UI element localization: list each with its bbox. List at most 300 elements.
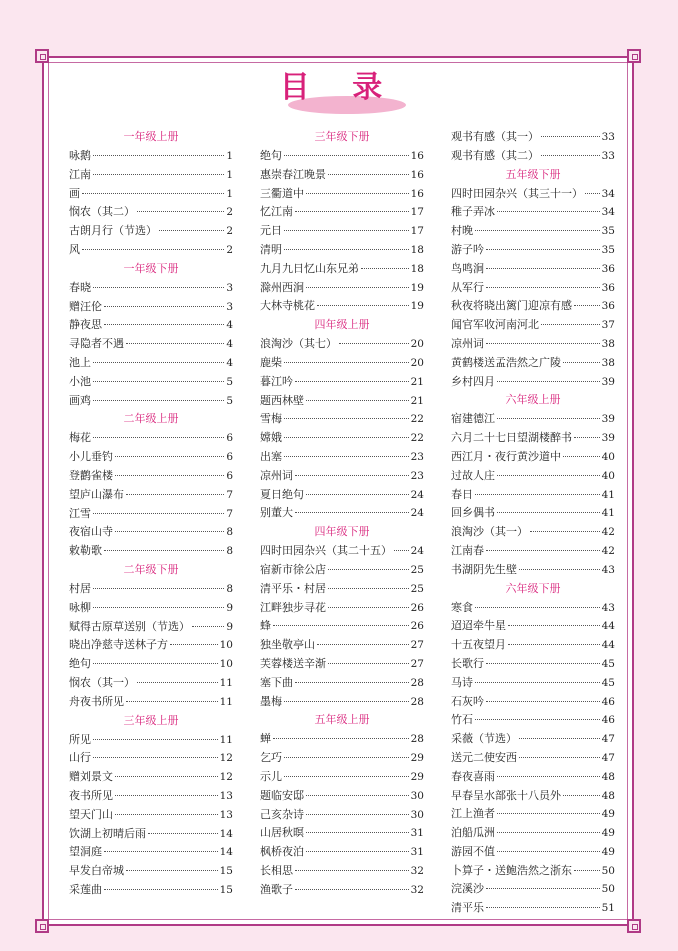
toc-entry-title: 清平乐 [451,901,484,915]
dot-leader [328,607,409,608]
toc-entry-title: 渔歌子 [260,882,293,896]
dot-leader [541,324,600,325]
toc-entry-title: 乞巧 [260,751,282,765]
toc-entry-title: 迢迢牵牛星 [451,619,506,633]
toc-entry-title: 浣溪沙 [451,882,484,896]
toc-entry[interactable] [260,222,424,241]
toc-entry[interactable] [451,655,615,674]
dot-leader [317,644,409,645]
section-heading: 六年级上册 [505,393,561,407]
dot-leader [475,494,600,495]
toc-entry-title: 江雪 [69,506,91,520]
toc-entry-page: 41 [601,507,615,520]
toc-entry[interactable] [69,618,233,637]
dot-leader [126,870,218,871]
dot-leader [486,701,600,702]
toc-entry-title: 从军行 [451,280,484,294]
dot-leader [475,682,600,683]
toc-entry[interactable] [69,636,233,655]
toc-entry[interactable] [451,730,615,749]
dot-leader [192,626,224,627]
toc-entry[interactable] [69,185,233,204]
toc-entry-page: 4 [226,319,233,332]
toc-entry-title: 凉州词 [451,336,484,350]
toc-entry[interactable] [451,335,615,354]
toc-entry-title: 敕勒歌 [69,544,102,558]
dot-leader [530,531,600,532]
toc-entry[interactable] [451,260,615,279]
toc-column-1 [69,128,233,900]
toc-entry-title: 望天门山 [69,807,113,821]
toc-entry[interactable] [260,354,424,373]
dot-leader [126,494,224,495]
toc-entry-page: 5 [226,394,233,407]
toc-entry-page: 32 [410,864,424,877]
toc-entry[interactable] [69,505,233,524]
toc-entry-page: 36 [601,281,615,294]
dot-leader [104,306,224,307]
toc-entry-title: 所见 [69,732,91,746]
toc-entry[interactable] [260,561,424,580]
toc-entry[interactable] [451,185,615,204]
toc-entry[interactable] [260,335,424,354]
toc-entry-title: 绝句 [260,149,282,162]
toc-entry[interactable] [260,410,424,429]
toc-entry-page: 19 [410,281,424,294]
toc-entry[interactable] [260,260,424,279]
dot-leader [104,550,224,551]
dot-leader [295,889,409,890]
dot-leader [148,833,218,834]
dot-leader [486,268,600,269]
toc-entry-title: 书湖阴先生壁 [451,562,517,576]
toc-entry[interactable] [260,429,424,448]
dot-leader [519,757,600,758]
toc-entry[interactable] [451,504,615,523]
toc-entry-title: 江南春 [451,543,484,557]
toc-entry[interactable] [260,730,424,749]
toc-entry[interactable] [260,862,424,881]
toc-entry[interactable] [451,241,615,260]
toc-entry-title: 元日 [260,224,282,238]
toc-entry[interactable] [451,486,615,505]
toc-entry-page: 49 [601,827,615,840]
toc-entry-title: 鹿柴 [260,355,282,369]
toc-entry-title: 暮江吟 [260,374,293,388]
toc-entry-page: 8 [226,526,233,539]
toc-entry-title: 望洞庭 [69,845,102,859]
toc-entry[interactable] [451,805,615,824]
toc-entry[interactable] [260,806,424,825]
toc-entry-title: 风 [69,242,80,256]
toc-entry-page: 14 [219,846,233,859]
toc-entry[interactable] [69,749,233,768]
dot-leader [574,305,600,306]
dot-leader [284,362,409,363]
toc-entry-title: 题西林壁 [260,393,304,407]
toc-entry-title: 登鹳雀楼 [69,468,113,482]
dot-leader [306,193,409,194]
dot-leader [93,607,224,608]
toc-entry-page: 43 [601,601,615,614]
toc-entry[interactable] [260,203,424,222]
toc-entry[interactable] [69,354,233,373]
toc-entry-page: 11 [219,695,233,708]
dot-leader [93,362,224,363]
toc-entry[interactable] [69,655,233,674]
toc-entry-page: 24 [410,545,424,558]
toc-entry[interactable] [260,824,424,843]
toc-entry[interactable] [260,674,424,693]
toc-entry[interactable] [451,617,615,636]
toc-entry[interactable] [451,749,615,768]
toc-entry-title: 赠汪伦 [69,299,102,313]
toc-entry-page: 22 [410,413,424,426]
toc-entry[interactable] [451,693,615,712]
toc-entry-title: 西江月・夜行黄沙道中 [451,449,561,463]
toc-entry-page: 44 [601,620,615,633]
toc-entry[interactable] [69,693,233,712]
toc-entry-page: 24 [410,488,424,501]
toc-entry[interactable] [260,749,424,768]
toc-entry[interactable] [260,881,424,900]
toc-entry[interactable] [69,316,233,335]
dot-leader [497,512,600,513]
section-heading: 三年级下册 [314,130,370,143]
toc-entry-page: 36 [601,300,615,313]
toc-entry-page: 17 [410,225,424,238]
toc-entry[interactable] [260,504,424,523]
toc-entry-page: 4 [226,356,233,369]
toc-entry-page: 49 [601,808,615,821]
toc-entry[interactable] [451,768,615,787]
toc-entry-page: 35 [601,243,615,256]
toc-entry[interactable] [451,899,615,918]
dot-leader [137,211,224,212]
toc-entry[interactable] [69,580,233,599]
toc-entry[interactable] [260,392,424,411]
dot-leader [497,475,600,476]
toc-entry[interactable] [260,486,424,505]
dot-leader [115,531,224,532]
toc-entry-page: 13 [219,789,233,802]
toc-entry[interactable] [260,580,424,599]
toc-entry-page: 3 [226,281,233,294]
dot-leader [328,569,409,570]
toc-entry-title: 寻隐者不遇 [69,337,124,351]
toc-entry-page: 9 [226,620,233,633]
toc-entry[interactable] [260,787,424,806]
section-heading: 五年级下册 [505,167,561,181]
toc-entry-title: 春晓 [69,280,91,294]
toc-entry[interactable] [451,297,615,316]
toc-entry[interactable] [69,448,233,467]
toc-entry[interactable] [451,880,615,899]
dot-leader [486,907,600,908]
toc-entry[interactable] [451,787,615,806]
toc-entry[interactable] [69,392,233,411]
toc-entry[interactable] [451,824,615,843]
toc-entry[interactable] [451,636,615,655]
toc-entry[interactable] [69,373,233,392]
toc-entry-page: 4 [226,338,233,351]
section-heading: 二年级上册 [123,412,179,426]
dot-leader [115,776,218,777]
dot-leader [284,776,409,777]
toc-entry-page: 12 [219,752,233,765]
toc-entry[interactable] [69,486,233,505]
toc-entry-page: 39 [601,432,615,445]
toc-entry[interactable] [451,542,615,561]
toc-entry[interactable] [451,410,615,429]
toc-entry[interactable] [69,542,233,561]
toc-entry[interactable] [451,373,615,392]
toc-entry-title: 画 [69,186,80,200]
dot-leader [126,701,218,702]
toc-entry-page: 23 [410,469,424,482]
toc-entry-page: 47 [601,733,615,746]
toc-entry-title: 夜宿山寺 [69,525,113,539]
toc-entry[interactable] [69,806,233,825]
dot-leader [284,437,409,438]
toc-entry-page: 38 [601,337,615,350]
toc-entry[interactable] [451,203,615,222]
toc-entry[interactable] [69,298,233,317]
toc-entry-page: 45 [601,676,615,689]
toc-entry-title: 望庐山瀑布 [69,487,124,501]
dot-leader [284,230,409,231]
toc-entry-title: 墨梅 [260,694,282,708]
toc-entry[interactable] [451,674,615,693]
corner-ornament-top-left [35,49,49,63]
toc-entry[interactable] [451,843,615,862]
toc-entry[interactable] [451,429,615,448]
dot-leader [317,305,409,306]
dot-leader [497,813,600,814]
toc-entry-page: 10 [219,658,233,671]
dot-leader [93,155,224,156]
dot-leader [585,193,600,194]
toc-entry-page: 3 [226,300,233,313]
toc-entry[interactable] [451,354,615,373]
toc-entry[interactable] [260,599,424,618]
toc-entry[interactable] [69,599,233,618]
toc-entry[interactable] [69,674,233,693]
dot-leader [519,738,600,739]
toc-entry-page: 50 [601,883,615,896]
toc-entry-page: 1 [226,168,233,181]
toc-entry-page: 15 [219,883,233,896]
toc-entry-title: 清平乐・村居 [260,581,326,595]
toc-entry-title: 晓出净慈寺送林子方 [69,638,168,652]
toc-entry-page: 6 [226,451,233,464]
dot-leader [295,475,409,476]
toc-entry-title: 浪淘沙（其七） [260,337,337,351]
toc-entry[interactable] [69,768,233,787]
toc-entry[interactable] [260,768,424,787]
section-heading: 一年级下册 [123,261,179,275]
dot-leader [361,268,409,269]
toc-entry-page: 20 [410,356,424,369]
toc-entry-page: 28 [410,676,424,689]
dot-leader [497,211,600,212]
toc-entry-page: 42 [601,544,615,557]
toc-entry[interactable] [260,693,424,712]
dot-leader [115,814,218,815]
toc-entry[interactable] [69,279,233,298]
dot-leader [328,588,409,589]
toc-entry[interactable] [451,561,615,580]
dot-leader [541,136,600,137]
toc-entry[interactable] [451,862,615,881]
dot-leader [508,644,600,645]
toc-entry-title: 舟夜书所见 [69,694,124,708]
toc-entry-title: 秋夜将晓出篱门迎凉有感 [451,299,572,313]
toc-entry-page: 10 [219,639,233,652]
toc-entry-page: 23 [410,450,424,463]
toc-entry[interactable] [69,429,233,448]
toc-entry[interactable] [69,862,233,881]
toc-entry[interactable] [69,335,233,354]
toc-entry-title: 春日 [451,487,473,501]
section-heading: 二年级下册 [123,562,179,576]
toc-entry[interactable] [69,731,233,750]
dot-leader [159,230,224,231]
toc-entry[interactable] [69,241,233,260]
toc-entry[interactable] [69,881,233,900]
toc-entry[interactable] [260,166,424,185]
toc-entry[interactable] [69,222,233,241]
toc-entry-title: 长歌行 [451,656,484,670]
toc-entry-title: 咏柳 [69,600,91,614]
toc-entry[interactable] [260,297,424,316]
toc-entry-page: 34 [601,187,615,200]
toc-entry-title: 饮湖上初晴后雨 [69,826,146,840]
toc-entry-title: 小池 [69,374,91,388]
dot-leader [306,400,409,401]
dot-leader [295,682,409,683]
section-heading: 五年级上册 [314,713,370,727]
dot-leader [137,682,218,683]
toc-entry-page: 29 [410,770,424,783]
corner-ornament-bottom-right [627,919,641,933]
toc-entry-title: 山行 [69,751,91,765]
toc-entry[interactable] [69,843,233,862]
toc-entry[interactable] [260,241,424,260]
toc-entry-page: 51 [601,902,615,915]
toc-entry-title: 示儿 [260,769,282,783]
toc-entry[interactable] [451,448,615,467]
corner-ornament-top-right [627,49,641,63]
toc-entry[interactable] [451,711,615,730]
toc-entry-title: 浪淘沙（其一） [451,525,528,539]
toc-entry[interactable] [260,467,424,486]
toc-entry[interactable] [260,636,424,655]
toc-entry-page: 47 [601,751,615,764]
dot-leader [541,155,600,156]
toc-entry[interactable] [451,222,615,241]
toc-entry[interactable] [260,185,424,204]
toc-entry-title: 乡村四月 [451,374,495,388]
toc-entry-title: 画鸡 [69,393,91,407]
toc-entry[interactable] [69,825,233,844]
toc-entry-page: 11 [219,676,233,689]
toc-entry-title: 宿建德江 [451,412,495,426]
toc-entry-title: 别董大 [260,506,293,520]
toc-entry-page: 39 [601,413,615,426]
toc-entry[interactable] [451,523,615,542]
toc-entry[interactable] [260,147,424,166]
toc-entry[interactable] [69,523,233,542]
toc-entry-page: 30 [410,789,424,802]
dot-leader [519,569,600,570]
dot-leader [82,193,224,194]
dot-leader [497,381,600,382]
toc-entry[interactable] [451,467,615,486]
section-heading: 四年级上册 [314,318,370,332]
toc-entry[interactable] [69,147,233,166]
toc-entry-title: 观书有感（其二） [451,148,539,162]
toc-column-3 [451,128,615,918]
toc-entry-title: 大林寺桃花 [260,299,315,313]
toc-entry-title: 凉州词 [260,468,293,482]
toc-entry-title: 咏鹅 [69,149,91,162]
toc-entry[interactable] [260,542,424,561]
toc-entry[interactable] [260,448,424,467]
dot-leader [104,851,218,852]
toc-entry[interactable] [69,467,233,486]
toc-entry[interactable] [260,279,424,298]
toc-entry[interactable] [260,843,424,862]
toc-entry[interactable] [69,166,233,185]
dot-leader [273,625,409,626]
dot-leader [295,512,409,513]
toc-entry[interactable] [69,203,233,222]
toc-entry-title: 寒食 [451,600,473,614]
dot-leader [284,155,409,156]
toc-entry-title: 山居秋暝 [260,826,304,840]
toc-entry[interactable] [260,617,424,636]
toc-entry-title: 游园不值 [451,844,495,858]
toc-entry[interactable] [451,279,615,298]
dot-leader [306,814,409,815]
toc-entry[interactable] [260,373,424,392]
dot-leader [93,663,218,664]
toc-entry-title: 芙蓉楼送辛渐 [260,656,326,670]
toc-entry[interactable] [451,599,615,618]
toc-entry-title: 四时田园杂兴（其三十一） [451,186,583,200]
toc-entry-title: 村晚 [451,224,473,238]
dot-leader [394,550,409,551]
toc-entry-title: 闻官军收河南河北 [451,318,539,332]
toc-entry[interactable] [69,787,233,806]
toc-entry[interactable] [451,128,615,147]
toc-entry-title: 嫦娥 [260,431,282,445]
dot-leader [82,249,224,250]
toc-entry-title: 观书有感（其一） [451,130,539,143]
section-heading: 一年级上册 [123,130,179,143]
toc-entry-page: 5 [226,375,233,388]
toc-entry[interactable] [451,147,615,166]
toc-entry-page: 2 [226,225,233,238]
dot-leader [486,550,600,551]
toc-entry[interactable] [451,316,615,335]
toc-entry-page: 20 [410,338,424,351]
toc-entry-title: 宿新市徐公店 [260,562,326,576]
dot-leader [508,625,600,626]
toc-entry[interactable] [260,655,424,674]
toc-entry-title: 采薇（节选） [451,732,517,746]
